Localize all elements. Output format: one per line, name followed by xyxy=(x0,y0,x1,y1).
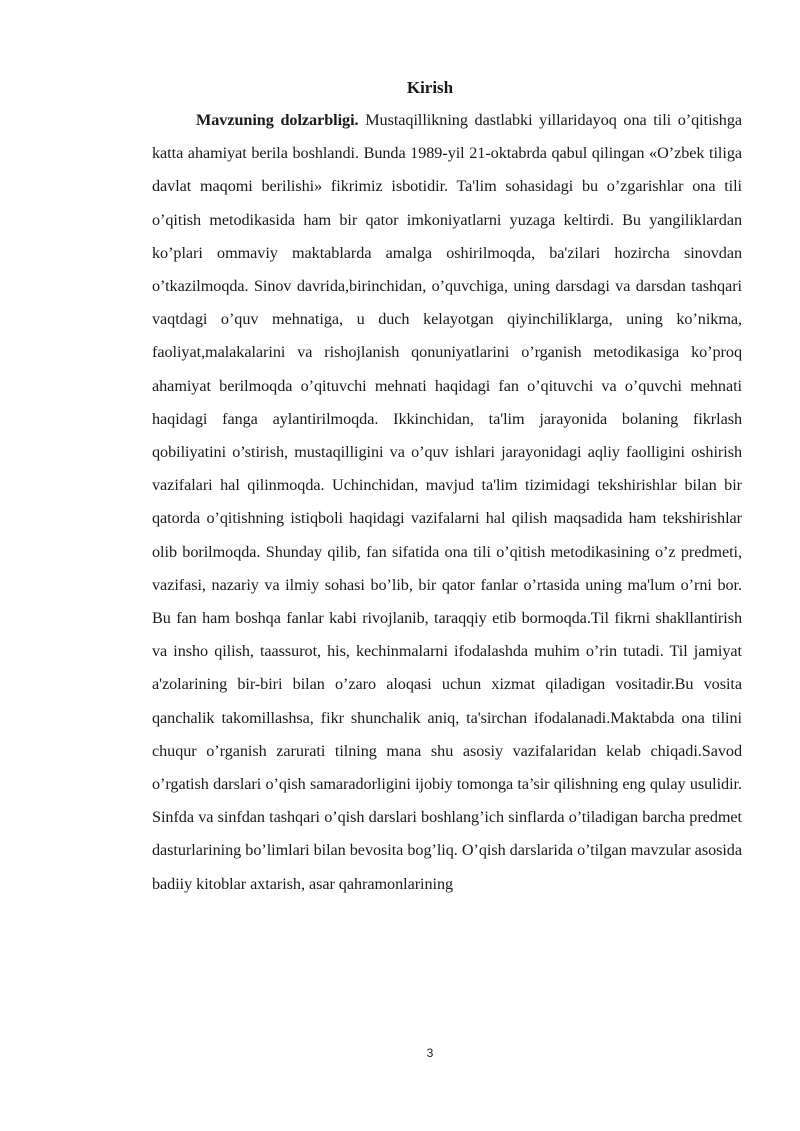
paragraph-lead: Mavzuning dolzarbligi. xyxy=(196,111,359,129)
page-number: 3 xyxy=(426,1046,434,1060)
paragraph-text: Mustaqillikning dastlabki yillaridayoq ona tili o’qitishga katta ahamiyat berila boshlandi. Bunda 1989-yil 21-oktabrda qabul qilingan «O’zbek tiliga davlat maqomi berilishi» fikrimiz isbotidir. Ta'lim sohasidagi bu o’zgarishlar ona tili o’qitish metodikasida ham bir qator imkoniyatlarni yuzaga keltirdi. Bu yangiliklardan ko’plari ommaviy maktablarda amalga oshirilmoqda, ba'zilari hozircha sinovdan o’tkazilmoqda. Sinov davrida,birinchidan, o’quvchiga, uning darsdagi va darsdan tashqari vaqtdagi o’quv mehnatiga, u duch kelayotgan qiyinchiliklarga, uning ko’nikma, faoliyat,malakalarini va rishojlanish qonuniyatlarini o’rganish metodikasiga ko’proq ahamiyat berilmoqda o’qituvchi mehnati haqidagi fan o’qituvchi va o’quvchi mehnati haqidagi fanga aylantirilmoqda. Ikkinchidan, ta'lim jarayonida bolaning fikrlash qobiliyatini o’stirish, mustaqilligini va o’quv ishlari jarayonidagi aqliy faolligini oshirish vazifalari hal qilinmoqda. Uchinchidan, mavjud ta'lim tizimidagi tekshirishlar bilan bir qatorda o’qitishning istiqboli haqidagi vazifalarni hal qilish maqsadida ham tekshirishlar olib borilmoqda. Shunday qilib, fan sifatida ona tili o’qitish metodikasining o’z predmeti, vazifasi, nazariy va ilmiy sohasi bo’lib, bir qator fanlar o’rtasida uning ma'lum o’rni bor. Bu fan ham boshqa fanlar kabi rivojlanib, taraqqiy etib bormoqda.Til fikrni shakllantirish va insho qilish, taassurot, his, kechinmalarni ifodalashda muhim o’rin tutadi. Til jamiyat a'zolarining bir-biri bilan o’zaro aloqasi uchun xizmat qiladigan vositadir.Bu vosita qanchalik takomillashsa, fikr shunchalik aniq, ta'sirchan ifodalanadi.Maktabda ona tilini chuqur o’rganish zarurati tilning mana shu asosiy vazifalaridan kelab chiqadi.Savod o’rgatish darslari o’qish samaradorligini ijobiy tomonga ta’sir qilishning eng qulay usulidir. Sinfda va sinfdan tashqari o’qish darslari boshlang’ich sinflarda o’tiladigan barcha predmet dasturlarining bo’limlari bilan bevosita bog’liq. O’qish darslarida o’tilgan mavzular asosida badiiy kitoblar axtarish, asar qahramonlarining xyxy=(152,111,742,893)
body-paragraph xyxy=(152,104,742,901)
section-heading: Kirish xyxy=(406,78,454,97)
